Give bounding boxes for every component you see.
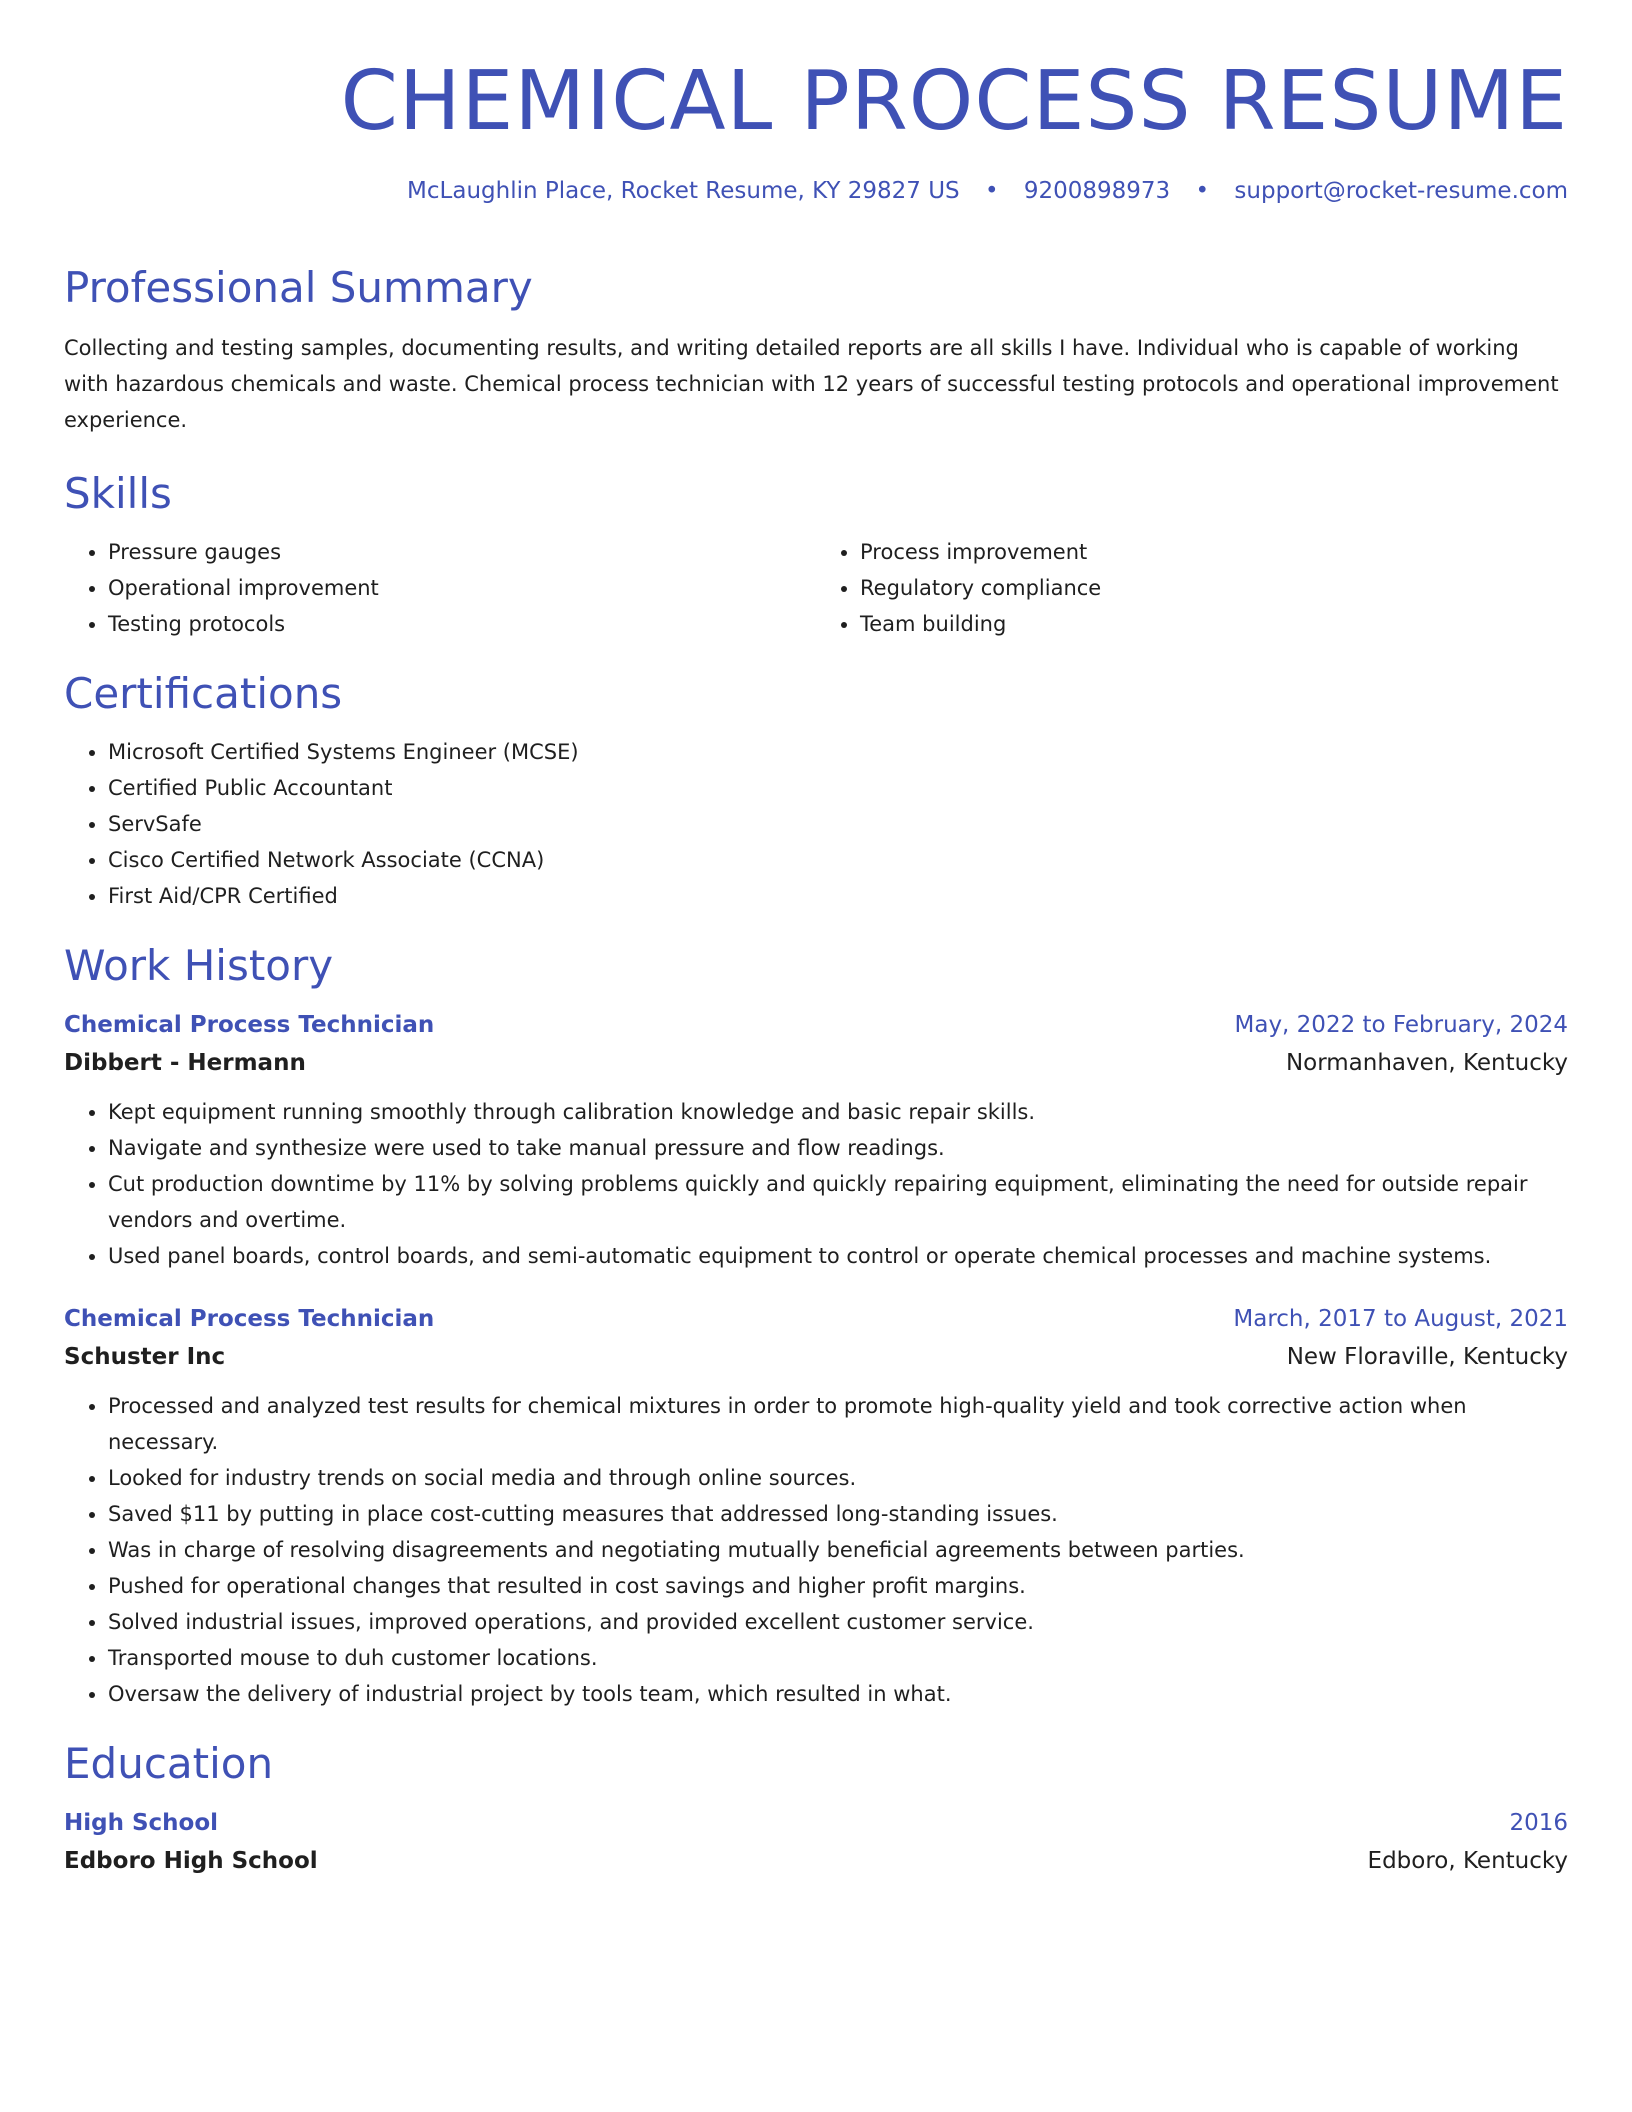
certifications-list — [64, 734, 1568, 914]
job-location: New Floraville, Kentucky — [1286, 1344, 1568, 1370]
skill-item: • Process improvement — [860, 534, 1568, 570]
certification-item: • Cisco Certified Network Associate (CCNA) — [108, 842, 1568, 878]
work-history-heading: Work History — [64, 941, 334, 990]
certification-item: • Microsoft Certified Systems Engineer (MCSE) — [108, 734, 1568, 770]
skill-item: • Testing protocols — [108, 606, 816, 642]
education-entry — [64, 1804, 1568, 1880]
education-degree: High School — [64, 1810, 219, 1836]
contact-address: McLaughlin Place, Rocket Resume, KY 29827 US — [407, 178, 960, 204]
certification-item: • First Aid/CPR Certified — [108, 878, 1568, 914]
contact-line — [64, 178, 1568, 204]
summary-section — [64, 262, 1568, 438]
job-bullet: • Transported mouse to duh customer locations. — [108, 1640, 1568, 1676]
skills-list-left — [64, 534, 816, 642]
summary-heading: Professional Summary — [64, 263, 533, 312]
summary-text: Collecting and testing samples, documenting results, and writing detailed reports are all skills I have. Individual who is capable of working with hazardous chemicals and waste. Chemical process technician with 12 years of successful testing protocols and operational improvement experience. — [64, 336, 1559, 432]
skills-heading: Skills — [64, 469, 172, 518]
job-bullet: • Processed and analyzed test results for chemical mixtures in order to promote high-quality yield and took corrective action when necessary. — [108, 1388, 1568, 1460]
education-section — [64, 1738, 1568, 1880]
job-bullet: • Used panel boards, control boards, and semi-automatic equipment to control or operate chemical processes and machine systems. — [108, 1238, 1568, 1274]
job-bullet: • Was in charge of resolving disagreements and negotiating mutually beneficial agreements between parties. — [108, 1532, 1568, 1568]
job-bullet: • Solved industrial issues, improved operations, and provided excellent customer service. — [108, 1604, 1568, 1640]
job-company: Schuster Inc — [64, 1344, 226, 1370]
job-bullet: • Oversaw the delivery of industrial project by tools team, which resulted in what. — [108, 1676, 1568, 1712]
education-year: 2016 — [1509, 1810, 1568, 1836]
contact-separator: • — [984, 178, 999, 204]
job-title-row — [64, 1300, 1568, 1338]
skills-list-right — [816, 534, 1568, 642]
certification-item: • ServSafe — [108, 806, 1568, 842]
job-bullet: • Saved $11 by putting in place cost-cutting measures that addressed long-standing issues. — [108, 1496, 1568, 1532]
skill-item: • Regulatory compliance — [860, 570, 1568, 606]
job-company: Dibbert - Hermann — [64, 1050, 306, 1076]
contact-email: support@rocket-resume.com — [1234, 178, 1568, 204]
job-entry — [64, 1300, 1568, 1712]
education-heading: Education — [64, 1739, 274, 1788]
job-bullet: • Pushed for operational changes that resulted in cost savings and higher profit margins. — [108, 1568, 1568, 1604]
work-history-section — [64, 940, 1568, 1712]
job-location: Normanhaven, Kentucky — [1285, 1050, 1568, 1076]
education-school-row — [64, 1842, 1568, 1880]
skill-item: • Pressure gauges — [108, 534, 816, 570]
skill-item: • Team building — [860, 606, 1568, 642]
job-dates: March, 2017 to August, 2021 — [1233, 1306, 1568, 1332]
job-entry — [64, 1006, 1568, 1274]
resume-title: CHEMICAL PROCESS RESUME — [340, 54, 1568, 149]
skill-item: • Operational improvement — [108, 570, 816, 606]
job-title: Chemical Process Technician — [64, 1306, 435, 1332]
skills-section — [64, 468, 1568, 642]
job-company-row — [64, 1044, 1568, 1082]
skills-grid — [64, 520, 1568, 642]
resume-header — [64, 0, 1568, 204]
education-location: Edboro, Kentucky — [1367, 1848, 1568, 1874]
contact-phone: 9200898973 — [1023, 178, 1171, 204]
education-degree-row — [64, 1804, 1568, 1842]
job-bullets — [64, 1388, 1568, 1712]
job-bullet: • Navigate and synthesize were used to take manual pressure and flow readings. — [108, 1130, 1568, 1166]
certifications-section — [64, 668, 1568, 914]
job-title: Chemical Process Technician — [64, 1012, 435, 1038]
job-bullet: • Looked for industry trends on social media and through online sources. — [108, 1460, 1568, 1496]
certifications-heading: Certifications — [64, 669, 343, 718]
job-bullets — [64, 1094, 1568, 1274]
job-title-row — [64, 1006, 1568, 1044]
job-company-row — [64, 1338, 1568, 1376]
certification-item: • Certified Public Accountant — [108, 770, 1568, 806]
job-bullet: • Kept equipment running smoothly through calibration knowledge and basic repair skills. — [108, 1094, 1568, 1130]
contact-separator: • — [1195, 178, 1210, 204]
job-bullet: • Cut production downtime by 11% by solving problems quickly and quickly repairing equipment, eliminating the need for outside repair vendors and overtime. — [108, 1166, 1568, 1238]
education-school: Edboro High School — [64, 1848, 318, 1874]
job-dates: May, 2022 to February, 2024 — [1234, 1012, 1568, 1038]
